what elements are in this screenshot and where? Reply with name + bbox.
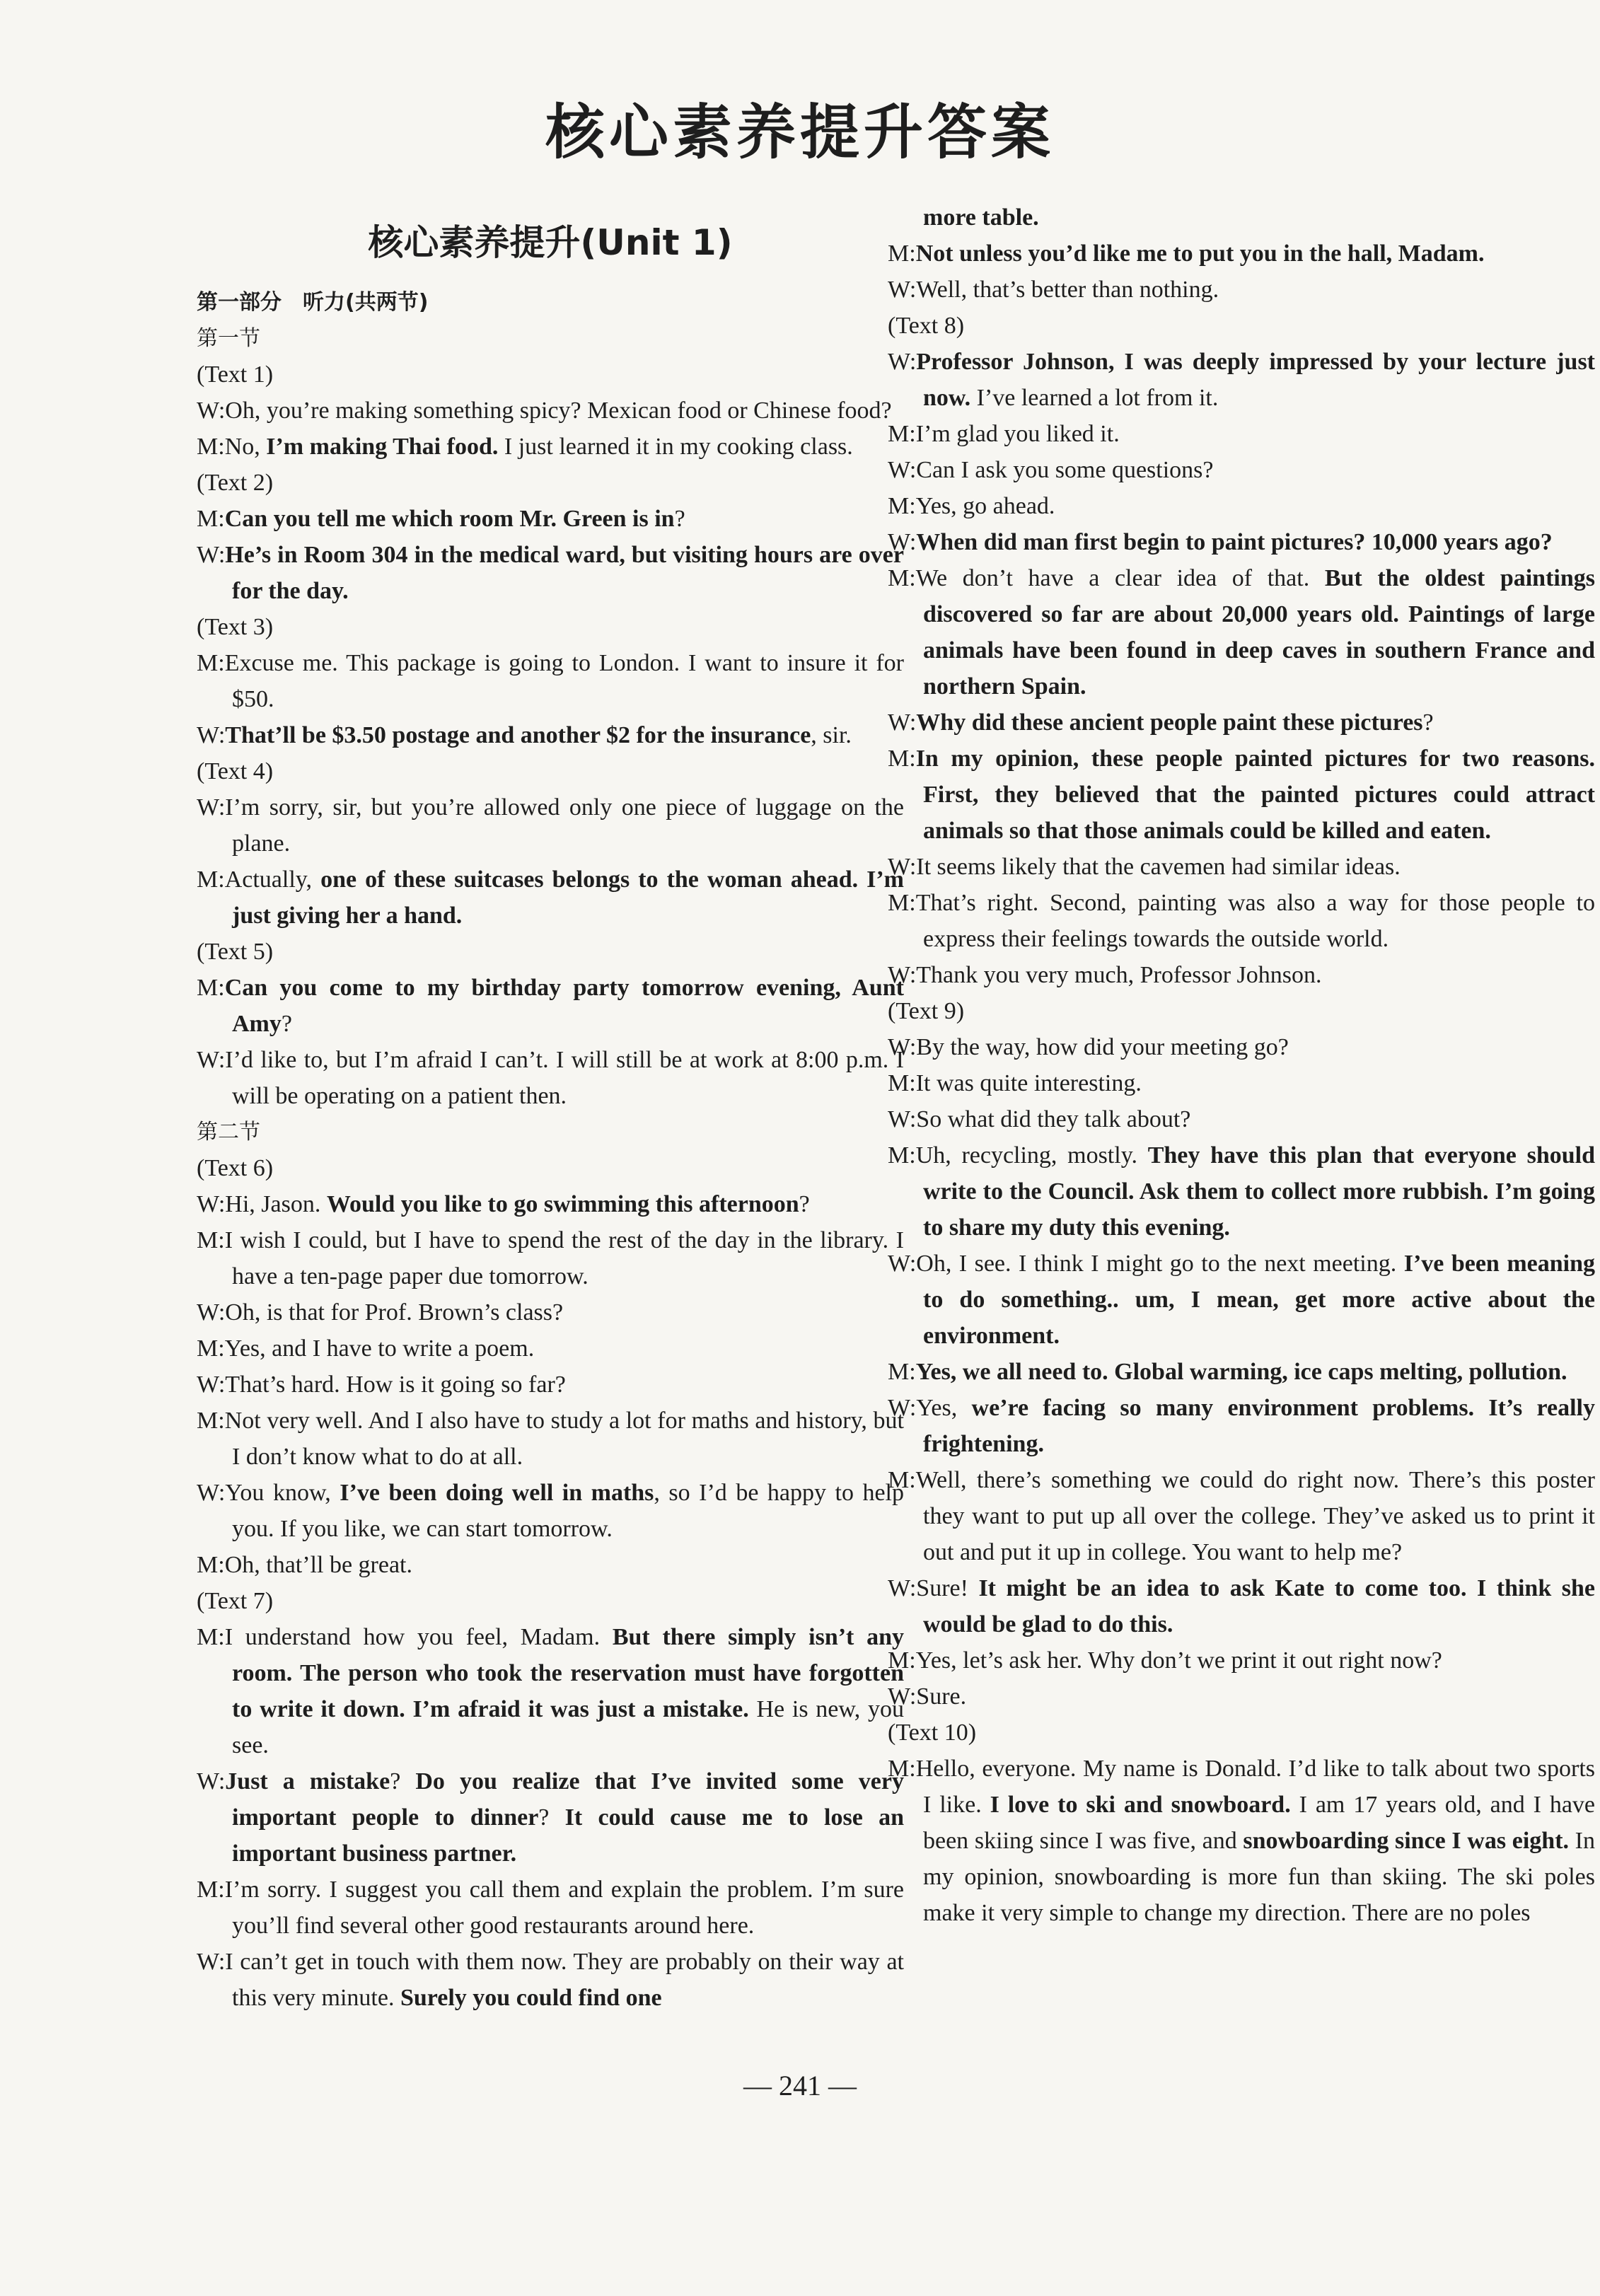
speaker: M: — [197, 1408, 225, 1434]
speaker: M: — [888, 240, 916, 267]
answer-highlight: Why did these ancient people paint these pictures — [916, 709, 1423, 736]
dialogue-text: You know, — [225, 1480, 340, 1506]
dialogue-line — [197, 1186, 904, 1222]
speaker: W: — [197, 1191, 226, 1217]
dialogue-text: Yes, — [916, 1395, 972, 1421]
dialogue-text: I wish I could, but I have to spend the rest of the day in the library. I have a ten-page paper due tomorrow. — [224, 1227, 904, 1289]
speaker: W: — [888, 962, 917, 988]
speaker: W: — [197, 1949, 226, 1975]
dialogue-line — [197, 1763, 904, 1872]
speaker: M: — [888, 1070, 916, 1096]
answer-highlight: It could cause me to lose an important business partner. — [232, 1804, 904, 1867]
speaker: M: — [197, 1335, 225, 1362]
speaker: M: — [197, 1877, 225, 1903]
dialogue-text: Sure! — [916, 1575, 979, 1601]
page-title: 核心素养提升答案 — [545, 98, 1055, 167]
dialogue-line — [197, 1872, 904, 1944]
dialogue-line — [888, 1354, 1595, 1390]
text-label: (Text 7) — [197, 1588, 274, 1614]
dialogue-line — [888, 1751, 1595, 1931]
speaker: W: — [197, 398, 226, 424]
dialogue-text: I am 17 years old, and I have been skiing since I was five, and — [923, 1792, 1596, 1854]
speaker: W: — [888, 1106, 917, 1132]
speaker: M: — [888, 565, 916, 591]
dialogue-text: Yes, let’s ask her. Why don’t we print it out right now? — [915, 1647, 1442, 1674]
answer-highlight: I love to ski and snowboard. — [990, 1792, 1291, 1818]
dialogue-text: I’d like to, but I’m afraid I can’t. I will still be at work at 8:00 p.m. I will be operating on a patient then. — [225, 1047, 904, 1109]
dialogue-line — [197, 862, 904, 934]
dialogue-text: Yes, and I have to write a poem. — [224, 1335, 535, 1362]
answer-highlight: Can you tell me which room Mr. Green is in — [224, 506, 675, 532]
dialogue-line — [888, 1101, 1595, 1137]
page-number: — 241 — — [743, 2070, 857, 2101]
dialogue-line — [197, 1222, 904, 1294]
dialogue-text: I understand how you feel, Madam. — [224, 1624, 613, 1650]
speaker: M: — [197, 975, 225, 1001]
dialogue-text: He is new, you see. — [232, 1696, 904, 1758]
dialogue-text: ? — [799, 1191, 810, 1217]
speaker: W: — [197, 542, 226, 568]
dialogue-text: Excuse me. This package is going to London. I want to insure it for $50. — [224, 650, 904, 712]
dialogue-text: Oh, is that for Prof. Brown’s class? — [225, 1299, 564, 1326]
answer-highlight: I’ve been doing well in maths — [340, 1480, 654, 1506]
answer-highlight: we’re facing so many environment problems. It’s really frightening. — [923, 1395, 1595, 1457]
dialogue-text: No, — [224, 434, 267, 460]
dialogue-text: Uh, recycling, mostly. — [915, 1142, 1148, 1169]
answer-highlight: He’s in Room 304 in the medical ward, but visiting hours are over for the day. — [225, 542, 904, 604]
dialogue-line — [888, 452, 1595, 488]
dialogue-text: Well, there’s something we could do right now. There’s this poster they want to put up all over the college. They’ve asked us to print it out and put it up in college. You want to help me? — [915, 1467, 1595, 1565]
answer-highlight: I’ve been meaning to do something.. um, I mean, get more active about the environment. — [923, 1251, 1595, 1349]
dialogue-line — [888, 560, 1595, 705]
answer-highlight: But the oldest paintings discovered so far are about 20,000 years old. Paintings of large animals have been found in deep caves in southern France and northern Spain. — [923, 565, 1595, 700]
answer-highlight: Not unless you’d like me to put you in the hall, Madam. — [915, 240, 1485, 267]
speaker: M: — [197, 506, 225, 532]
speaker: M: — [888, 1647, 916, 1674]
dialogue-text: Not very well. And I also have to study a lot for maths and history, but I don’t know what to do at all. — [224, 1408, 904, 1470]
speaker: W: — [888, 349, 917, 375]
dialogue-text: So what did they talk about? — [916, 1106, 1191, 1132]
dialogue-text: I’m glad you liked it. — [915, 421, 1120, 447]
dialogue-line — [888, 199, 1595, 236]
dialogue-line — [197, 1330, 904, 1367]
speaker: W: — [888, 709, 917, 736]
dialogue-text: Hello, everyone. My name is Donald. I’d like to talk about two sports I like. — [915, 1756, 1595, 1818]
dialogue-text: I’m sorry, sir, but you’re allowed only one piece of luggage on the plane. — [225, 794, 904, 857]
dialogue-text: , sir. — [811, 722, 852, 748]
text-label: (Text 5) — [197, 939, 274, 965]
speaker: W: — [888, 1683, 917, 1710]
dialogue-line — [197, 429, 904, 465]
speaker: W: — [888, 277, 917, 303]
dialogue-line — [197, 1619, 904, 1763]
answer-highlight: Professor Johnson, I was deeply impressed by your lecture just now. — [916, 349, 1595, 411]
text-label: (Text 3) — [197, 614, 274, 640]
speaker: W: — [888, 854, 917, 880]
answer-highlight: Do you realize that I’ve invited some very important people to dinner — [232, 1768, 904, 1831]
speaker: W: — [197, 1768, 226, 1795]
dialogue-text: Hi, Jason. — [225, 1191, 327, 1217]
speaker: M: — [197, 866, 225, 893]
dialogue-text: By the way, how did your meeting go? — [916, 1034, 1289, 1060]
speaker: W: — [197, 1372, 226, 1398]
dialogue-line — [888, 416, 1595, 452]
dialogue-line — [888, 1570, 1595, 1642]
answer-highlight: That’ll be $3.50 postage and another $2 for the insurance — [225, 722, 811, 748]
right-column — [888, 199, 1595, 1931]
dialogue-text: Oh, I see. I think I might go to the next meeting. — [916, 1251, 1404, 1277]
answer-highlight: I’m making Thai food. — [266, 434, 499, 460]
dialogue-line — [888, 885, 1595, 957]
dialogue-line — [197, 1547, 904, 1583]
dialogue-text: ? — [1422, 709, 1434, 736]
dialogue-text: , so I’d be happy to help you. If you like, we can start tomorrow. — [232, 1480, 904, 1542]
dialogue-line — [197, 1475, 904, 1547]
dialogue-text: It seems likely that the cavemen had similar ideas. — [916, 854, 1401, 880]
dialogue-text: Can I ask you some questions? — [916, 457, 1214, 483]
dialogue-line — [888, 272, 1595, 308]
speaker: W: — [888, 1034, 917, 1060]
speaker: M: — [197, 1552, 225, 1578]
dialogue-text: Sure. — [916, 1683, 967, 1710]
speaker: W: — [197, 722, 226, 748]
speaker: M: — [888, 421, 916, 447]
answer-highlight: Can you come to my birthday party tomorrow evening, Aunt Amy — [224, 975, 904, 1037]
answer-highlight: more table. — [923, 204, 1039, 231]
answer-highlight: But there simply isn’t any room. The person who took the reservation must have forgotten to write it down. I’m afraid it was just a mistake. — [232, 1624, 904, 1722]
dialogue-line — [197, 1944, 904, 2016]
dialogue-line — [888, 705, 1595, 741]
speaker: M: — [197, 1624, 225, 1650]
dialogue-text: ? — [538, 1804, 565, 1831]
text-label: (Text 4) — [197, 758, 274, 784]
speaker: W: — [888, 1395, 917, 1421]
speaker: W: — [197, 1047, 226, 1073]
speaker: W: — [888, 457, 917, 483]
text-label: (Text 9) — [888, 998, 965, 1024]
dialogue-text: ? — [281, 1011, 292, 1037]
speaker: W: — [197, 1299, 226, 1326]
answer-highlight: Surely you could find one — [400, 1985, 662, 2011]
dialogue-text: Actually, — [224, 866, 321, 893]
dialogue-line — [197, 537, 904, 609]
dialogue-text: Oh, that’ll be great. — [224, 1552, 412, 1578]
dialogue-line — [888, 1462, 1595, 1570]
answer-highlight: They have this plan that everyone should write to the Council. Ask them to collect more rubbish. I’m going to share my duty this evening. — [923, 1142, 1595, 1241]
speaker: M: — [888, 493, 916, 519]
section-heading: 第一节 — [197, 326, 260, 351]
dialogue-text: Yes, go ahead. — [915, 493, 1055, 519]
dialogue-line — [197, 717, 904, 753]
dialogue-text: Well, that’s better than nothing. — [916, 277, 1219, 303]
dialogue-text: Thank you very much, Professor Johnson. — [916, 962, 1322, 988]
dialogue-line — [888, 741, 1595, 849]
dialogue-line — [888, 236, 1595, 272]
dialogue-line — [888, 1678, 1595, 1715]
dialogue-line — [888, 957, 1595, 993]
text-label: (Text 8) — [888, 313, 965, 339]
speaker: W: — [888, 1575, 917, 1601]
dialogue-line — [888, 1390, 1595, 1462]
dialogue-line — [888, 1137, 1595, 1246]
unit-title: 核心素养提升(Unit 1) — [368, 222, 733, 263]
text-label: (Text 10) — [888, 1720, 977, 1746]
answer-highlight: When did man first begin to paint pictures? 10,000 years ago? — [916, 529, 1553, 555]
speaker: M: — [888, 890, 916, 916]
dialogue-line — [888, 849, 1595, 885]
dialogue-line — [197, 1294, 904, 1330]
speaker: M: — [888, 1467, 916, 1493]
dialogue-line — [197, 645, 904, 717]
dialogue-text: ? — [674, 506, 685, 532]
dialogue-line — [888, 1246, 1595, 1354]
dialogue-line — [197, 970, 904, 1042]
answer-highlight: one of these suitcases belongs to the woman ahead. I’m just giving her a hand. — [232, 866, 904, 929]
dialogue-text: That’s hard. How is it going so far? — [225, 1372, 566, 1398]
answer-highlight: Yes, we all need to. Global warming, ice caps melting, pollution. — [915, 1359, 1567, 1385]
section-heading: 第一部分 听力(共两节) — [197, 290, 429, 315]
speaker: M: — [197, 1227, 225, 1253]
speaker: M: — [888, 1359, 916, 1385]
dialogue-line — [197, 1367, 904, 1403]
dialogue-text: I just learned it in my cooking class. — [498, 434, 853, 460]
dialogue-line — [197, 1403, 904, 1475]
dialogue-text: I’m sorry. I suggest you call them and explain the problem. I’m sure you’ll find several other good restaurants around here. — [224, 1877, 904, 1939]
speaker: M: — [197, 434, 225, 460]
dialogue-text: That’s right. Second, painting was also a way for those people to express their feelings towards the outside world. — [915, 890, 1595, 952]
dialogue-line — [197, 501, 904, 537]
answer-highlight: In my opinion, these people painted pictures for two reasons. First, they believed that the painted pictures could attract animals so that those animals could be killed and eaten. — [915, 746, 1595, 844]
speaker: W: — [197, 1480, 226, 1506]
dialogue-text: We don’t have a clear idea of that. — [915, 565, 1325, 591]
answer-highlight: Would you like to go swimming this afternoon — [326, 1191, 799, 1217]
dialogue-text: ? — [390, 1768, 416, 1795]
answer-highlight: It might be an idea to ask Kate to come too. I think she would be glad to do this. — [923, 1575, 1595, 1637]
dialogue-text: In my opinion, snowboarding is more fun than skiing. The ski poles make it very simple to change my direction. There are no poles — [923, 1828, 1595, 1926]
dialogue-text: It was quite interesting. — [915, 1070, 1142, 1096]
answer-highlight: snowboarding since I was eight. — [1243, 1828, 1570, 1854]
answer-highlight: Just a mistake — [225, 1768, 390, 1795]
dialogue-line — [888, 344, 1595, 416]
left-column — [197, 198, 904, 2016]
dialogue-line — [888, 1642, 1595, 1678]
dialogue-line — [888, 488, 1595, 524]
speaker: W: — [888, 1251, 917, 1277]
dialogue-line — [197, 789, 904, 862]
speaker: M: — [888, 1756, 916, 1782]
speaker: W: — [888, 529, 917, 555]
dialogue-line — [888, 524, 1595, 560]
dialogue-text: I can’t get in touch with them now. They are probably on their way at this very minute. — [225, 1949, 904, 2011]
text-label: (Text 6) — [197, 1155, 274, 1181]
text-label: (Text 1) — [197, 361, 274, 388]
dialogue-line — [888, 1029, 1595, 1065]
speaker: M: — [197, 650, 225, 676]
dialogue-text: Oh, you’re making something spicy? Mexican food or Chinese food? — [225, 398, 892, 424]
text-label: (Text 2) — [197, 470, 274, 496]
dialogue-line — [197, 1042, 904, 1114]
dialogue-text: I’ve learned a lot from it. — [970, 385, 1219, 411]
speaker: M: — [888, 746, 916, 772]
speaker: W: — [197, 794, 226, 821]
speaker: M: — [888, 1142, 916, 1169]
dialogue-line — [888, 1065, 1595, 1101]
dialogue-line — [197, 393, 904, 429]
section-heading: 第二节 — [197, 1120, 260, 1144]
